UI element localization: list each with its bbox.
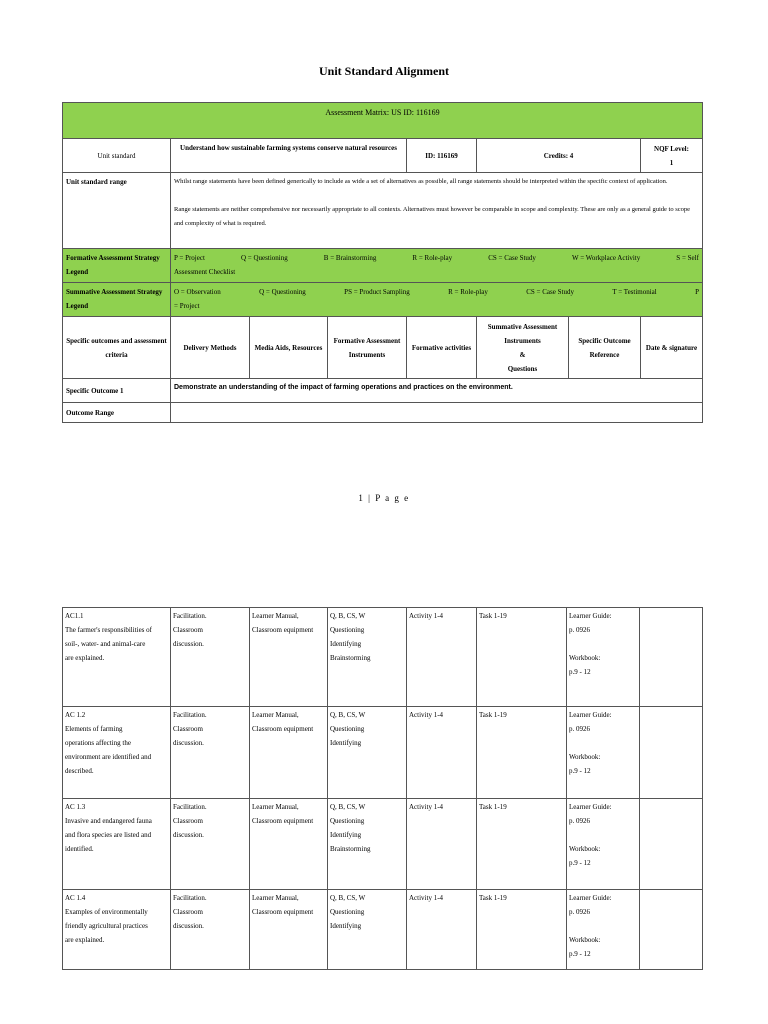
cell-line: Facilitation. [173,803,207,811]
cell-line: Classroom [173,908,203,916]
cell-line [569,637,637,651]
cell-line: Classroom [173,725,203,733]
summative-header-line: Questions [507,364,538,373]
cell-line: Facilitation. [173,711,207,719]
date-signature-cell [640,608,703,707]
cell-line: discussion. [173,739,204,747]
formative-legend-label: Formative Assessment Strategy Legend [63,249,171,283]
summative-header-line: & [519,350,526,359]
cell-line: Workbook: [569,845,601,853]
cell-line: Elements of farming [65,725,123,733]
legend-item: T = Testimonial [612,288,657,296]
table-row [63,707,703,799]
table-row [63,890,703,970]
table-row [63,608,703,707]
page-footer [0,493,768,503]
summative-task-cell: Task 1-19 [477,890,567,970]
col-header-date-signature: Date & signature [641,317,703,379]
date-signature-cell [640,799,703,890]
cell-line: Examples of environmentally [65,908,148,916]
summative-header-line: Instruments [504,336,541,345]
cell-line: and flora species are listed and [65,831,152,839]
cell-line: p.9 - 12 [569,859,591,867]
cell-line: Workbook: [569,936,601,944]
cell-line: p.9 - 12 [569,668,591,676]
summative-legend-label: Summative Assessment Strategy Legend [63,283,171,317]
summative-legend-line2: = Project [174,302,200,310]
legend-item: CS = Case Study [488,254,536,262]
col-header-formative-instruments: Formative Assessment Instruments [328,317,407,379]
formative-activity-cell: Activity 1-4 [407,608,477,707]
page-number: 1 [358,493,365,503]
cell-line: Questioning [330,908,365,916]
delivery-method-cell [171,707,250,799]
specific-outcome-1-value: Demonstrate an understanding of the impact of farming operations and practices on the environment. [171,379,703,403]
cell-line: Questioning [330,817,365,825]
legend-item: R = Role-play [412,254,453,262]
cell-line: Classroom [173,817,203,825]
nqf-level-label: NQF Level: [654,144,689,153]
formative-instruments-cell [328,707,407,799]
cell-line: AC 1.4 [65,894,86,902]
cell-line: Identifying [330,922,362,930]
cell-line: p. 0926 [569,725,590,733]
formative-legend [171,249,703,283]
cell-line: Workbook: [569,753,601,761]
cell-line: Identifying [330,640,362,648]
cell-line: Questioning [330,725,365,733]
summative-legend-items [174,285,699,299]
cell-line: The farmer's responsibilities of [65,626,152,634]
cell-line: Learner Manual, [252,803,299,811]
cell-line: are explained. [65,654,105,662]
legend-item: R = Role-play [448,288,488,296]
legend-item: B = Brainstorming [323,254,377,262]
cell-line: Q, B, CS, W [330,711,366,719]
legend-item: Q = Questioning [259,288,306,296]
specific-outcome-1-label: Specific Outcome 1 [63,379,171,403]
summative-legend [171,283,703,317]
unit-standard-label: Unit standard [63,139,171,173]
legend-item: O = Observation [174,288,221,296]
cell-line: Q, B, CS, W [330,612,366,620]
formative-instruments-cell [328,799,407,890]
legend-item: W = Workplace Activity [571,254,641,262]
unit-standard-id: ID: 116169 [407,139,477,173]
col-header-media: Media Aids, Resources [250,317,328,379]
col-header-delivery: Delivery Methods [171,317,250,379]
outcome-reference-cell [567,608,640,707]
cell-line: Workbook: [569,654,601,662]
summative-task-cell: Task 1-19 [477,799,567,890]
matrix-header: Assessment Matrix: US ID: 116169 [63,103,703,139]
cell-line: p. 0926 [569,908,590,916]
cell-line: Identifying [330,831,362,839]
cell-line [569,828,637,842]
legend-item: CS = Case Study [526,288,574,296]
legend-item: P [695,288,699,296]
ac-criterion-cell [63,890,171,970]
range-paragraph-2: Range statements are neither comprehensive nor necessarily appropriate to all contexts. Alternatives must however be comparable in scope and complexity. These are only as a general guide to scope and complexity of what is required. [174,206,691,227]
delivery-method-cell [171,608,250,707]
media-aids-cell [250,890,328,970]
legend-item: Q = Questioning [240,254,288,262]
nqf-level [641,139,703,173]
cell-line: Learner Manual, [252,711,299,719]
cell-line: Classroom [173,626,203,634]
formative-instruments-cell [328,890,407,970]
outcome-range-label: Outcome Range [63,403,171,423]
summative-task-cell: Task 1-19 [477,608,567,707]
cell-line: Brainstorming [330,654,371,662]
date-signature-cell [640,707,703,799]
cell-line: AC 1.2 [65,711,86,719]
outcome-reference-cell [567,707,640,799]
cell-line: Q, B, CS, W [330,803,366,811]
formative-instruments-cell [328,608,407,707]
unit-standard-range-text [171,173,703,249]
col-header-summative [477,317,569,379]
unit-standard-value: Understand how sustainable farming systems conserve natural resources [171,139,407,173]
cell-line: Learner Guide: [569,803,612,811]
summative-task-cell: Task 1-19 [477,707,567,799]
col-header-outcome-reference: Specific Outcome Reference [569,317,641,379]
col-header-formative-activities: Formative activities [407,317,477,379]
range-paragraph-1: Whilst range statements have been defined generically to include as wide a set of alternatives as possible, all range statements should be interpreted within the specific context of application. [174,178,668,185]
cell-line: p. 0926 [569,626,590,634]
cell-line: AC 1.3 [65,803,86,811]
delivery-method-cell [171,890,250,970]
document-title: Unit Standard Alignment [318,64,450,78]
cell-line: environment are identified and [65,753,152,761]
cell-line: soil-, water- and animal-care [65,640,146,648]
ac-criterion-cell [63,799,171,890]
summative-header-line: Summative Assessment [487,322,558,331]
cell-line: Brainstorming [330,845,371,853]
cell-line: Learner Guide: [569,894,612,902]
outcome-reference-cell [567,799,640,890]
formative-legend-items [174,251,699,265]
cell-line: Learner Guide: [569,711,612,719]
legend-item: P = Project [174,254,205,262]
assessment-matrix-table [62,102,703,423]
legend-item: S = Self [676,254,699,262]
cell-line [569,919,637,933]
cell-line [569,736,637,750]
formative-activity-cell: Activity 1-4 [407,799,477,890]
cell-line: Learner Guide: [569,612,612,620]
cell-line: operations affecting the [65,739,131,747]
cell-line: Q, B, CS, W [330,894,366,902]
cell-line: Facilitation. [173,612,207,620]
cell-line: AC1.1 [65,612,84,620]
cell-line: Identifying [330,739,362,747]
page-label: | P a g e [364,493,410,503]
cell-line: Classroom equipment [252,908,314,916]
cell-line: p.9 - 12 [569,767,591,775]
media-aids-cell [250,608,328,707]
media-aids-cell [250,799,328,890]
outcome-range-value [171,403,703,423]
cell-line: discussion. [173,922,204,930]
ac-criterion-cell [63,707,171,799]
date-signature-cell [640,890,703,970]
cell-line: Facilitation. [173,894,207,902]
formative-activity-cell: Activity 1-4 [407,890,477,970]
cell-line: described. [65,767,94,775]
cell-line: discussion. [173,831,204,839]
outcome-reference-cell [567,890,640,970]
media-aids-cell [250,707,328,799]
nqf-level-value: 1 [669,158,674,167]
ac-criterion-cell [63,608,171,707]
cell-line: are explained. [65,936,105,944]
legend-item: PS = Product Sampling [344,288,410,296]
assessment-criteria-table [62,607,703,970]
formative-activity-cell: Activity 1-4 [407,707,477,799]
cell-line: p. 0926 [569,817,590,825]
cell-line: discussion. [173,640,204,648]
cell-line: Learner Manual, [252,612,299,620]
formative-legend-line2: Assessment Checklist [174,268,236,276]
cell-line: p.9 - 12 [569,950,591,958]
cell-line: friendly agricultural practices [65,922,148,930]
cell-line: Questioning [330,626,365,634]
table-row [63,799,703,890]
cell-line: Classroom equipment [252,817,314,825]
delivery-method-cell [171,799,250,890]
cell-line: Invasive and endangered fauna [65,817,152,825]
cell-line: identified. [65,845,94,853]
cell-line: Learner Manual, [252,894,299,902]
cell-line: Classroom equipment [252,725,314,733]
unit-standard-range-label: Unit standard range [63,173,171,249]
credits: Credits: 4 [477,139,641,173]
col-header-specific-outcomes: Specific outcomes and assessment criteria [63,317,171,379]
cell-line: Classroom equipment [252,626,314,634]
